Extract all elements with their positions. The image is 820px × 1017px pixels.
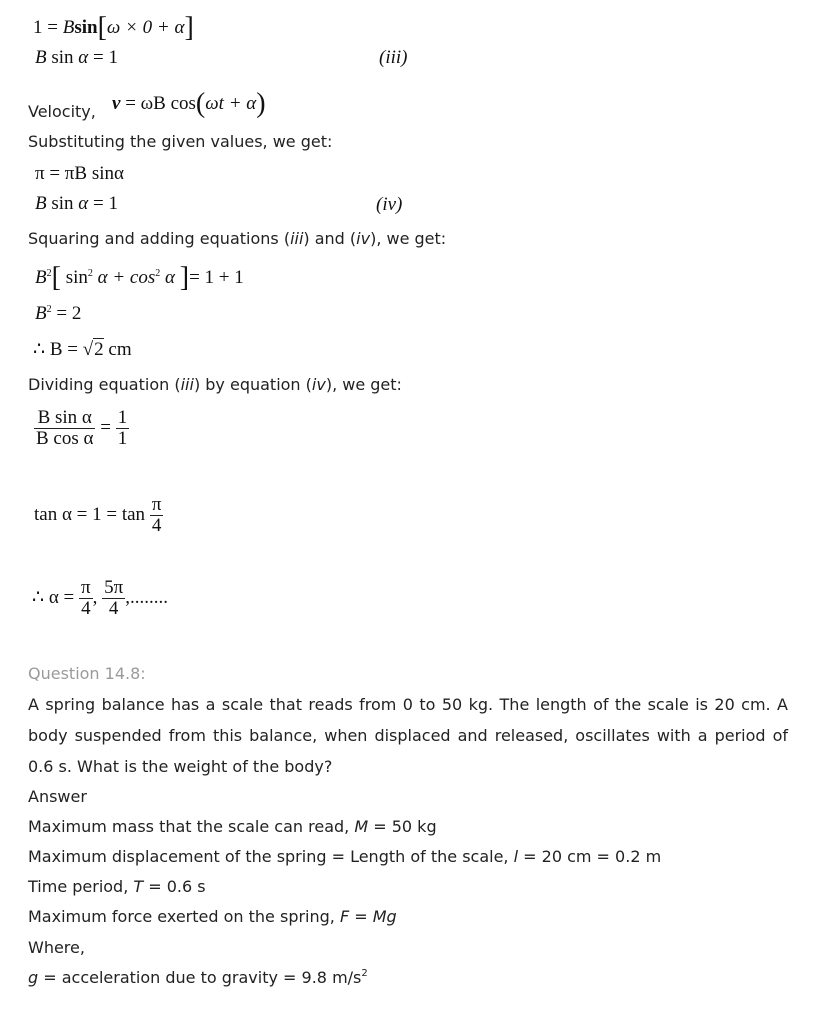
eq-var-b: B: [35, 193, 47, 214]
equation-velocity: [112, 88, 266, 120]
equation-squared-sum: [35, 262, 244, 294]
equation-initial-position: [33, 12, 194, 44]
eq-alpha: α: [78, 47, 89, 68]
fraction-denominator: 1: [117, 427, 128, 449]
eq-close: ]: [179, 262, 190, 293]
eq-rhs: = 1: [88, 193, 118, 214]
eq-var-b: B: [35, 47, 47, 68]
text-part: Maximum force exerted on the spring,: [28, 907, 340, 926]
ref-iv: iv: [311, 375, 326, 394]
eq-fn: sin: [51, 193, 74, 214]
equation-alpha-values: [32, 578, 168, 619]
eq-lhs: 1 =: [33, 17, 63, 38]
text-part: = 0.6 s: [143, 877, 206, 896]
eq-sep: ,: [92, 586, 103, 608]
fraction-denominator: 4: [151, 514, 162, 536]
eq-part: α + cos: [92, 267, 156, 288]
answer-line-period: [28, 877, 206, 896]
squaring-text: [28, 229, 446, 248]
eq-sin: sin: [65, 267, 88, 288]
eq-unit: cm: [103, 339, 132, 360]
eq-sup: 2: [87, 268, 93, 279]
eq-lhs: tan α = 1 = tan: [34, 503, 150, 525]
fraction-denominator: 4: [108, 597, 119, 619]
var-t: T: [133, 877, 144, 896]
dividing-text: [28, 375, 402, 394]
fraction-numerator: B sin α: [34, 408, 95, 429]
equation-tag-iii: (iii): [379, 47, 408, 68]
fraction: [34, 408, 95, 449]
ref-iii: iii: [290, 229, 304, 248]
eq-open: (: [195, 88, 206, 119]
eq-inner: ωt + α: [205, 93, 257, 114]
fraction-numerator: 5π: [104, 577, 124, 598]
eq-lhs: ∴ B = √: [33, 339, 94, 360]
ref-iv: iv: [356, 229, 371, 248]
var-l: l: [513, 847, 519, 866]
text-part: = acceleration due to gravity = 9.8 m/s: [38, 968, 362, 987]
eq-var-b: B: [62, 17, 75, 38]
equation-b-value: [33, 338, 132, 361]
eq-rhs: = 1: [88, 47, 118, 68]
answer-line-gravity: [28, 968, 368, 987]
equation-substituted: π = πB sinα: [35, 163, 124, 184]
answer-line-max-mass: [28, 817, 437, 836]
eq-equals: =: [95, 416, 116, 438]
var-g: g: [28, 968, 39, 987]
text-part: =: [349, 907, 373, 926]
equation-ratio: [34, 408, 129, 449]
eq-sup: 2: [46, 268, 52, 279]
text-part: = 50 kg: [368, 817, 437, 836]
question-heading: Question 14.8:: [28, 664, 146, 683]
fraction: [79, 578, 93, 619]
eq-var-v: v: [112, 93, 121, 114]
eq-tail: ,........: [125, 586, 168, 608]
eq-close: ): [256, 88, 266, 119]
equation-iii: [35, 47, 118, 69]
eq-open: [: [51, 262, 61, 293]
answer-label: Answer: [28, 787, 87, 806]
fraction: [102, 578, 125, 619]
text-part: ) by equation (: [193, 375, 312, 394]
text-part: ) and (: [303, 229, 357, 248]
fraction: [116, 408, 130, 449]
text-part: ), we get:: [325, 375, 402, 394]
text-sup: 2: [361, 968, 368, 979]
eq-sup: 2: [155, 268, 161, 279]
fraction-denominator: 4: [81, 597, 91, 619]
eq-var-b: B: [35, 267, 47, 288]
eq-var-b: B: [35, 303, 47, 324]
fraction: [150, 495, 164, 536]
text-part: Maximum mass that the scale can read,: [28, 817, 355, 836]
fraction-numerator: π: [151, 494, 162, 515]
answer-line-force: [28, 907, 397, 926]
text-part: Maximum displacement of the spring = Length of the scale,: [28, 847, 514, 866]
answer-line-displacement: [28, 847, 661, 866]
text-part: Dividing equation (: [28, 375, 181, 394]
eq-fn: sin: [51, 47, 74, 68]
text-part: ), we get:: [370, 229, 447, 248]
fraction-denominator: B cos α: [36, 427, 94, 449]
question-body: A spring balance has a scale that reads from 0 to 50 kg. The length of the scale is 20 cm. A body suspended from this balance, when displaced and released, oscillates with a period of 0.6 s. What is the weight of the body?: [28, 695, 788, 776]
velocity-label: Velocity,: [28, 102, 96, 121]
fraction-numerator: π: [81, 577, 91, 598]
eq-alpha: α: [78, 193, 89, 214]
text-part: Time period,: [28, 877, 134, 896]
eq-rhs: = 2: [51, 303, 82, 324]
substituting-text: Substituting the given values, we get:: [28, 132, 333, 151]
equation-b-squared: [35, 303, 81, 325]
eq-fn: sin: [74, 17, 98, 38]
eq-close: ]: [184, 12, 194, 43]
eq-inner: ω × 0 + α: [106, 17, 185, 38]
ref-iii: iii: [180, 375, 194, 394]
eq-rhs: = 1 + 1: [189, 267, 244, 288]
var-m: M: [354, 817, 369, 836]
var-f: F: [339, 907, 350, 926]
eq-radicand: 2: [94, 339, 104, 360]
eq-rhs: = ωB cos: [120, 93, 196, 114]
equation-tan: [34, 495, 163, 536]
text-part: Squaring and adding equations (: [28, 229, 291, 248]
var-mg: Mg: [372, 907, 397, 926]
eq-lhs: ∴ α =: [32, 586, 80, 608]
text-part: = 20 cm = 0.2 m: [518, 847, 662, 866]
eq-part: α: [160, 267, 175, 288]
answer-line-where: Where,: [28, 938, 85, 957]
equation-iv: [35, 193, 118, 215]
equation-tag-iv: (iv): [376, 194, 403, 215]
eq-open: [: [97, 12, 107, 43]
eq-sup: 2: [46, 304, 52, 315]
fraction-numerator: 1: [117, 407, 128, 428]
